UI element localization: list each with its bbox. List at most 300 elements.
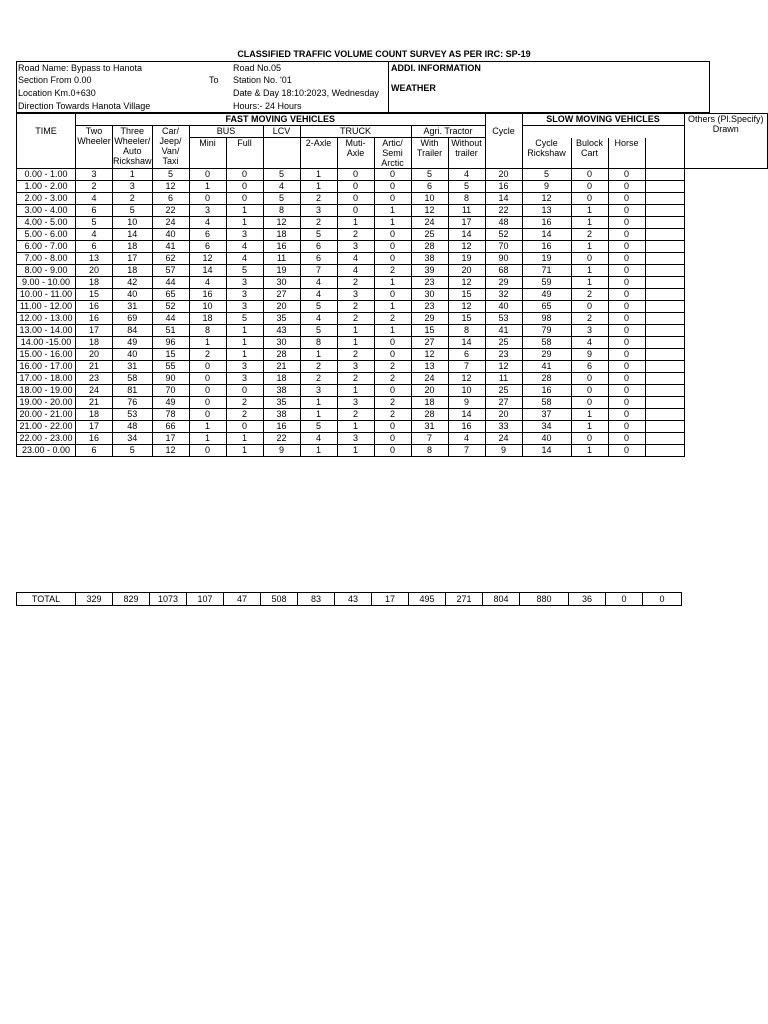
count-cell: 4 — [448, 169, 485, 181]
count-cell: 18 — [76, 337, 113, 349]
count-cell: 14 — [485, 193, 522, 205]
count-cell: 28 — [263, 349, 300, 361]
section-from: Section From 0.00 — [18, 75, 92, 85]
table-row — [17, 361, 768, 373]
count-cell: 2 — [374, 373, 411, 385]
count-cell: 18 — [263, 229, 300, 241]
lcv-header: LCV — [263, 126, 300, 138]
count-cell: 23 — [485, 349, 522, 361]
count-cell — [645, 325, 684, 337]
count-cell: 5 — [300, 301, 337, 313]
count-cell: 0 — [608, 325, 645, 337]
count-cell: 19 — [263, 265, 300, 277]
count-cell: 7 — [411, 433, 448, 445]
count-cell: 3 — [226, 373, 263, 385]
survey-info-block — [16, 61, 710, 113]
count-cell: 24 — [152, 217, 189, 229]
count-cell: 6 — [76, 445, 113, 457]
count-cell: 6 — [571, 361, 608, 373]
count-cell: 1 — [337, 217, 374, 229]
table-row — [17, 397, 768, 409]
count-cell: 27 — [263, 289, 300, 301]
count-cell: 4 — [337, 265, 374, 277]
table-row — [17, 433, 768, 445]
count-cell: 2 — [300, 217, 337, 229]
count-cell: 11 — [448, 205, 485, 217]
slow-moving-header: SLOW MOVING VEHICLES — [522, 114, 684, 126]
count-cell: 1 — [189, 421, 226, 433]
count-cell: 6 — [300, 253, 337, 265]
hours: Hours:- 24 Hours — [233, 101, 302, 111]
count-cell: 13 — [411, 361, 448, 373]
table-row — [17, 421, 768, 433]
count-cell: 1 — [374, 301, 411, 313]
count-cell: 25 — [411, 229, 448, 241]
count-cell — [645, 313, 684, 325]
total-row — [17, 593, 682, 606]
cycle-header: Cycle — [485, 126, 522, 138]
count-cell: 0 — [608, 241, 645, 253]
count-cell — [645, 301, 684, 313]
count-cell: 14 — [448, 229, 485, 241]
count-cell: 5 — [76, 217, 113, 229]
count-cell: 7 — [448, 361, 485, 373]
count-cell: 1 — [300, 349, 337, 361]
count-cell: 20 — [76, 265, 113, 277]
count-cell: 5 — [152, 169, 189, 181]
location: Location Km.0+630 — [18, 88, 96, 98]
count-cell: 4 — [300, 277, 337, 289]
count-cell: 0 — [571, 169, 608, 181]
count-cell: 0 — [608, 169, 645, 181]
count-cell: 96 — [152, 337, 189, 349]
count-cell: 18 — [411, 397, 448, 409]
time-cell: 21.00 - 22.00 — [17, 421, 76, 433]
cycle-rickshaw-header: Cycle Rickshaw — [522, 138, 571, 169]
count-cell: 22 — [152, 205, 189, 217]
table-row — [17, 193, 768, 205]
total-row-table — [16, 592, 682, 606]
count-cell: 69 — [113, 313, 153, 325]
count-cell: 41 — [485, 325, 522, 337]
count-cell: 17 — [76, 325, 113, 337]
header-row-1 — [17, 114, 768, 126]
count-cell: 81 — [113, 385, 153, 397]
count-cell: 17 — [448, 217, 485, 229]
count-cell: 1 — [571, 277, 608, 289]
count-cell: 0 — [608, 313, 645, 325]
count-cell: 0 — [226, 385, 263, 397]
total-cell: 271 — [446, 593, 483, 606]
count-cell: 1 — [374, 217, 411, 229]
count-cell: 0 — [608, 205, 645, 217]
count-cell: 11 — [485, 373, 522, 385]
count-cell: 0 — [608, 397, 645, 409]
fast-moving-header: FAST MOVING VEHICLES — [76, 114, 486, 126]
count-cell: 34 — [113, 433, 153, 445]
count-cell: 4 — [300, 289, 337, 301]
count-cell: 66 — [152, 421, 189, 433]
count-cell: 44 — [152, 313, 189, 325]
count-cell: 84 — [113, 325, 153, 337]
count-cell: 6 — [448, 349, 485, 361]
count-cell: 0 — [374, 181, 411, 193]
count-cell — [645, 385, 684, 397]
count-cell: 3 — [76, 169, 113, 181]
count-cell: 1 — [337, 385, 374, 397]
table-row — [17, 301, 768, 313]
count-cell — [645, 169, 684, 181]
count-cell: 24 — [411, 217, 448, 229]
count-cell: 5 — [522, 169, 571, 181]
count-cell: 12 — [411, 205, 448, 217]
count-cell: 15 — [448, 313, 485, 325]
count-cell: 0 — [571, 385, 608, 397]
count-cell: 65 — [522, 301, 571, 313]
count-cell: 5 — [226, 265, 263, 277]
count-cell: 31 — [113, 301, 153, 313]
total-cell: 43 — [335, 593, 372, 606]
count-cell — [645, 337, 684, 349]
count-cell: 0 — [337, 181, 374, 193]
total-cell: 1073 — [150, 593, 187, 606]
count-cell: 30 — [411, 289, 448, 301]
time-cell: 20.00 - 21.00 — [17, 409, 76, 421]
count-cell: 0 — [226, 181, 263, 193]
horse-header: Horse — [608, 138, 645, 169]
count-cell: 14 — [189, 265, 226, 277]
count-cell: 22 — [485, 205, 522, 217]
count-cell: 38 — [263, 409, 300, 421]
count-cell: 0 — [608, 193, 645, 205]
count-cell: 2 — [189, 349, 226, 361]
count-cell: 4 — [571, 337, 608, 349]
count-cell: 22 — [263, 433, 300, 445]
count-cell: 2 — [571, 313, 608, 325]
count-cell — [645, 241, 684, 253]
count-cell: 1 — [189, 181, 226, 193]
count-cell: 9 — [571, 349, 608, 361]
time-cell: 3.00 - 4.00 — [17, 205, 76, 217]
to-label: To — [209, 75, 219, 85]
count-cell: 1 — [226, 445, 263, 457]
count-cell: 29 — [485, 277, 522, 289]
time-cell: 18.00 - 19.00 — [17, 385, 76, 397]
count-cell: 20 — [448, 265, 485, 277]
count-cell: 48 — [485, 217, 522, 229]
count-cell: 1 — [226, 433, 263, 445]
count-cell: 25 — [485, 385, 522, 397]
count-cell: 3 — [300, 385, 337, 397]
count-cell: 2 — [374, 409, 411, 421]
count-cell: 0 — [189, 409, 226, 421]
count-cell: 12 — [152, 181, 189, 193]
bus-header: BUS — [189, 126, 263, 138]
count-cell: 51 — [152, 325, 189, 337]
count-cell: 24 — [411, 373, 448, 385]
table-row — [17, 349, 768, 361]
others-header: Others (Pl.Specify) Drawn — [684, 114, 767, 169]
count-cell — [645, 193, 684, 205]
count-cell: 12 — [152, 445, 189, 457]
count-cell: 2 — [374, 313, 411, 325]
count-cell: 2 — [113, 193, 153, 205]
count-cell — [645, 433, 684, 445]
count-cell: 23 — [411, 301, 448, 313]
table-row — [17, 325, 768, 337]
table-row — [17, 253, 768, 265]
count-cell: 10 — [411, 193, 448, 205]
count-cell: 10 — [189, 301, 226, 313]
table-row — [17, 205, 768, 217]
count-cell: 0 — [374, 421, 411, 433]
count-cell: 16 — [522, 241, 571, 253]
count-cell: 3 — [226, 277, 263, 289]
count-cell: 0 — [571, 193, 608, 205]
count-cell: 0 — [189, 193, 226, 205]
count-cell: 3 — [337, 241, 374, 253]
count-cell: 14 — [448, 409, 485, 421]
count-cell: 3 — [571, 325, 608, 337]
count-cell: 1 — [571, 421, 608, 433]
count-cell: 1 — [571, 205, 608, 217]
count-cell: 1 — [226, 337, 263, 349]
count-cell: 5 — [300, 229, 337, 241]
count-cell: 3 — [226, 361, 263, 373]
count-cell: 21 — [76, 397, 113, 409]
count-cell: 6 — [189, 229, 226, 241]
count-cell: 1 — [337, 421, 374, 433]
table-row — [17, 169, 768, 181]
count-cell — [645, 205, 684, 217]
count-cell: 29 — [411, 313, 448, 325]
count-cell: 8 — [411, 445, 448, 457]
count-cell: 3 — [226, 301, 263, 313]
count-cell: 12 — [448, 373, 485, 385]
count-cell: 0 — [374, 253, 411, 265]
count-cell: 71 — [522, 265, 571, 277]
time-cell: 15.00 - 16.00 — [17, 349, 76, 361]
count-cell: 14 — [448, 337, 485, 349]
count-cell: 2 — [300, 361, 337, 373]
count-cell: 0 — [608, 349, 645, 361]
count-cell: 23 — [411, 277, 448, 289]
count-cell: 8 — [448, 325, 485, 337]
count-cell — [645, 421, 684, 433]
count-cell: 4 — [76, 193, 113, 205]
total-cell: 47 — [224, 593, 261, 606]
count-cell — [645, 445, 684, 457]
total-cell: 107 — [187, 593, 224, 606]
count-cell: 1 — [374, 205, 411, 217]
count-cell: 15 — [152, 349, 189, 361]
count-cell: 9 — [522, 181, 571, 193]
count-cell: 0 — [608, 373, 645, 385]
count-cell: 0 — [189, 385, 226, 397]
two-wheeler-header: Two Wheeler — [76, 126, 113, 169]
data-rows — [17, 169, 768, 457]
total-cell: 17 — [372, 593, 409, 606]
count-cell: 12 — [485, 361, 522, 373]
count-cell: 9 — [485, 445, 522, 457]
count-cell — [645, 265, 684, 277]
count-cell — [645, 277, 684, 289]
artic-header: Artic/ Semi Arctic — [374, 138, 411, 169]
count-cell: 49 — [522, 289, 571, 301]
time-cell: 5.00 - 6.00 — [17, 229, 76, 241]
direction: Direction Towards Hanota Village — [18, 101, 151, 111]
header-row-2 — [17, 126, 768, 138]
count-cell: 1 — [571, 445, 608, 457]
count-cell: 4 — [226, 253, 263, 265]
count-cell: 19 — [448, 253, 485, 265]
count-cell: 5 — [411, 169, 448, 181]
count-cell: 4 — [263, 181, 300, 193]
count-cell: 24 — [485, 433, 522, 445]
count-cell: 3 — [337, 397, 374, 409]
count-cell: 18 — [76, 277, 113, 289]
count-cell: 2 — [374, 361, 411, 373]
table-row — [17, 181, 768, 193]
count-cell: 14 — [522, 445, 571, 457]
count-cell: 15 — [76, 289, 113, 301]
count-cell: 1 — [300, 181, 337, 193]
count-cell: 52 — [152, 301, 189, 313]
count-cell: 98 — [522, 313, 571, 325]
count-cell: 30 — [263, 277, 300, 289]
count-cell: 0 — [608, 385, 645, 397]
count-cell: 27 — [411, 337, 448, 349]
table-row — [17, 241, 768, 253]
count-cell: 0 — [571, 433, 608, 445]
count-cell: 62 — [152, 253, 189, 265]
count-cell: 11 — [263, 253, 300, 265]
two-axle-header: 2-Axle — [300, 138, 337, 169]
count-cell — [645, 397, 684, 409]
bus-mini-header: Mini — [189, 138, 226, 169]
count-cell: 41 — [152, 241, 189, 253]
count-cell: 18 — [76, 409, 113, 421]
table-row — [17, 385, 768, 397]
count-cell: 53 — [113, 409, 153, 421]
count-cell: 3 — [337, 289, 374, 301]
table-row — [17, 445, 768, 457]
count-cell: 1 — [571, 409, 608, 421]
count-cell: 17 — [113, 253, 153, 265]
time-cell: 1.00 - 2.00 — [17, 181, 76, 193]
count-cell: 2 — [337, 409, 374, 421]
time-cell: 16.00 - 17.00 — [17, 361, 76, 373]
count-cell: 58 — [522, 397, 571, 409]
count-cell: 0 — [571, 373, 608, 385]
count-cell: 3 — [189, 205, 226, 217]
count-cell: 4 — [448, 433, 485, 445]
count-cell: 49 — [113, 337, 153, 349]
count-cell: 15 — [411, 325, 448, 337]
count-cell: 5 — [300, 325, 337, 337]
time-cell: 2.00 - 3.00 — [17, 193, 76, 205]
addi-info-label: ADDI. INFORMATION — [391, 63, 481, 73]
count-cell: 4 — [300, 433, 337, 445]
count-cell: 35 — [263, 397, 300, 409]
count-cell: 90 — [152, 373, 189, 385]
page-title: CLASSIFIED TRAFFIC VOLUME COUNT SURVEY AS PER IRC: SP-19 — [237, 49, 531, 59]
time-cell: 9.00 - 10.00 — [17, 277, 76, 289]
total-cell: 0 — [606, 593, 643, 606]
count-cell: 43 — [263, 325, 300, 337]
time-cell: 7.00 - 8.00 — [17, 253, 76, 265]
time-cell: 19.00 - 20.00 — [17, 397, 76, 409]
count-cell — [645, 229, 684, 241]
count-cell: 0 — [226, 421, 263, 433]
count-cell: 38 — [411, 253, 448, 265]
count-cell: 40 — [485, 301, 522, 313]
truck-header: TRUCK — [300, 126, 411, 138]
count-cell: 12 — [189, 253, 226, 265]
count-cell: 31 — [411, 421, 448, 433]
agri-tractor-header: Agri. Tractor — [411, 126, 485, 138]
count-cell: 20 — [263, 301, 300, 313]
count-cell: 53 — [485, 313, 522, 325]
count-cell: 9 — [263, 445, 300, 457]
count-cell: 0 — [337, 169, 374, 181]
count-cell: 29 — [522, 349, 571, 361]
count-cell: 16 — [76, 313, 113, 325]
count-cell: 0 — [374, 433, 411, 445]
count-cell: 0 — [226, 193, 263, 205]
count-cell: 0 — [608, 265, 645, 277]
count-cell: 14 — [113, 229, 153, 241]
count-cell: 21 — [263, 361, 300, 373]
count-cell: 18 — [113, 265, 153, 277]
count-cell: 8 — [300, 337, 337, 349]
time-cell: 14.00 -15.00 — [17, 337, 76, 349]
time-cell: 17.00 - 18.00 — [17, 373, 76, 385]
count-cell: 2 — [374, 265, 411, 277]
total-cell: 804 — [483, 593, 520, 606]
count-cell: 2 — [76, 181, 113, 193]
total-cell: 329 — [76, 593, 113, 606]
count-cell: 3 — [300, 205, 337, 217]
count-cell: 3 — [337, 361, 374, 373]
count-cell: 0 — [608, 421, 645, 433]
count-cell: 16 — [263, 241, 300, 253]
total-cell: 495 — [409, 593, 446, 606]
count-cell: 52 — [485, 229, 522, 241]
count-cell: 5 — [113, 445, 153, 457]
count-cell: 31 — [113, 361, 153, 373]
count-cell: 2 — [337, 277, 374, 289]
count-cell: 59 — [522, 277, 571, 289]
count-cell — [645, 181, 684, 193]
count-cell: 3 — [337, 433, 374, 445]
count-cell: 3 — [226, 289, 263, 301]
count-cell: 21 — [76, 361, 113, 373]
info-divider — [388, 62, 389, 112]
count-cell: 8 — [263, 205, 300, 217]
count-cell: 5 — [226, 313, 263, 325]
count-cell: 76 — [113, 397, 153, 409]
count-cell: 16 — [448, 421, 485, 433]
count-cell: 16 — [522, 385, 571, 397]
count-cell: 78 — [152, 409, 189, 421]
count-cell: 57 — [152, 265, 189, 277]
count-cell: 79 — [522, 325, 571, 337]
count-cell: 40 — [152, 229, 189, 241]
table-row — [17, 373, 768, 385]
count-cell: 0 — [608, 289, 645, 301]
count-cell: 42 — [113, 277, 153, 289]
